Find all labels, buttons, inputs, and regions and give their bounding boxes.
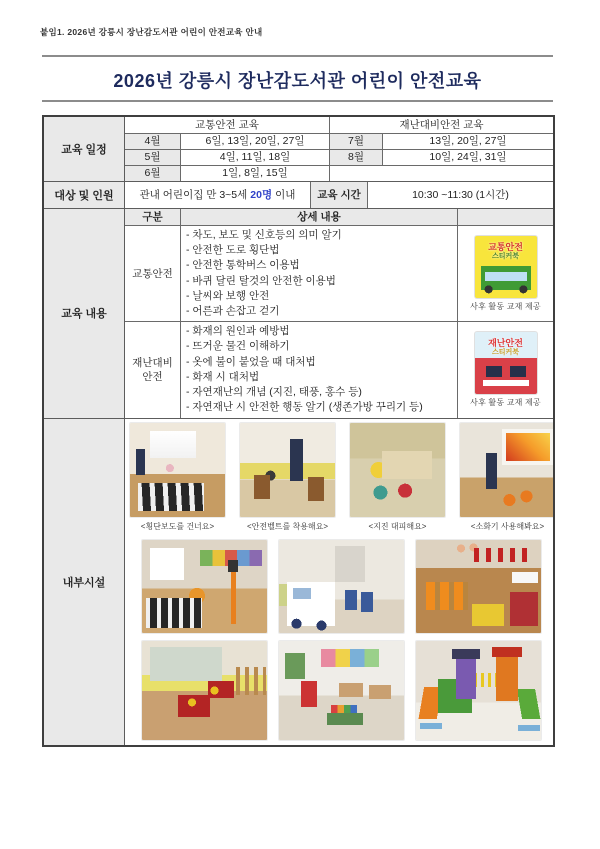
traffic-education-header: 교통안전 교육 <box>195 118 259 131</box>
material-column-header <box>457 209 553 225</box>
type-column-header: 구분 <box>125 209 180 225</box>
traffic-safety-items <box>180 225 457 321</box>
schedule-section <box>44 117 553 182</box>
indoor-playground-photo <box>416 641 541 740</box>
activity-room-photo <box>279 641 404 740</box>
disaster-safety-sticker-book-image <box>475 332 537 394</box>
dates-cell: 1일, 8일, 15일 <box>180 165 329 181</box>
content-item: - 바퀴 달린 탈것의 안전한 이용법 <box>186 274 336 287</box>
target-section <box>44 182 553 209</box>
activity-figure <box>460 423 553 532</box>
facility-section <box>44 419 553 745</box>
content-item: - 어른과 손잡고 걷기 <box>186 305 280 318</box>
content-item: - 옷에 불이 붙었을 때 대처법 <box>186 355 316 368</box>
content-item: - 차도, 보도 및 신호등의 의미 알기 <box>186 228 342 241</box>
dates-cell: 13일, 20일, 27일 <box>382 133 553 149</box>
content-item: - 자연재난의 개념 (지진, 태풍, 홍수 등) <box>186 386 362 399</box>
content-grid <box>125 209 553 418</box>
book-title: 재난안전 <box>488 337 523 348</box>
content-row-label: 교육 내용 <box>44 209 125 418</box>
attachment-note: 붙임1. 2026년 강릉시 장난감도서관 어린이 안전교육 안내 <box>40 27 263 37</box>
time-value-cell: 10:30 ~11:30 (1시간) <box>367 182 553 208</box>
bus-mockup-photo <box>279 540 404 633</box>
audience-suffix: 이내 <box>275 188 296 201</box>
facility-photos-area <box>125 419 553 745</box>
audience-prefix: 관내 어린이집 만 3~5세 <box>139 188 248 201</box>
traffic-safety-sticker-book-image <box>475 236 537 298</box>
page-title: 2026년 강릉시 장난감도서관 어린이 안전교육 <box>113 71 482 91</box>
disaster-safety-items <box>180 321 457 418</box>
month-cell: 6월 <box>125 165 180 181</box>
month-cell: 8월 <box>329 149 382 165</box>
info-table <box>42 115 555 747</box>
book-caption: 사후 활동 교재 제공 <box>470 301 541 311</box>
content-item: - 안전한 통학버스 이용법 <box>186 259 300 272</box>
schedule-grid <box>125 117 553 181</box>
content-item: - 날씨와 보행 안전 <box>186 289 270 302</box>
earthquake-drill-photo <box>350 423 445 517</box>
content-item: - 자연재난 시 안전한 행동 알기 (생존가방 꾸리기 등) <box>186 401 423 414</box>
detail-column-header: 상세 내용 <box>180 209 457 225</box>
book-title: 교통안전 <box>488 241 523 252</box>
facility-photo-row-2 <box>142 641 553 740</box>
content-item: - 안전한 도로 횡단법 <box>186 243 280 256</box>
empty-cell <box>329 165 553 181</box>
photo-caption: <지진 대피해요> <box>368 521 427 531</box>
month-cell: 7월 <box>329 133 382 149</box>
activity-figure <box>350 423 445 532</box>
fire-extinguisher-photo <box>460 423 553 517</box>
schedule-row-label: 교육 일정 <box>44 117 125 181</box>
activity-figure <box>130 423 225 532</box>
title-divider <box>42 100 553 102</box>
photo-caption: <안전벨트를 착용해요> <box>246 521 329 531</box>
month-cell: 5월 <box>125 149 180 165</box>
content-item: - 화재 시 대처법 <box>186 370 260 383</box>
facility-photo-row-1 <box>142 540 553 633</box>
crosswalk-crossing-photo <box>130 423 225 517</box>
disaster-book-cell <box>457 321 553 418</box>
activity-figure <box>240 423 335 532</box>
content-item: - 뜨거운 물건 이해하기 <box>186 340 290 353</box>
dates-cell: 4일, 11일, 18일 <box>180 149 329 165</box>
disaster-safety-type-cell: 재난대비 안전 <box>125 321 180 418</box>
photo-caption: <횡단보도를 건너요> <box>140 521 215 531</box>
month-cell: 4월 <box>125 133 180 149</box>
audience-cell <box>125 182 310 208</box>
disaster-education-header: 재난대비안전 교육 <box>329 117 553 133</box>
book-caption: 사후 활동 교재 제공 <box>470 397 541 407</box>
activity-photo-row <box>130 423 553 532</box>
content-item: - 화재의 원인과 예방법 <box>186 325 290 337</box>
book-subtitle: 스티커북 <box>491 252 520 260</box>
content-section <box>44 209 553 419</box>
block-play-room-photo <box>142 641 267 740</box>
target-grid <box>125 182 553 208</box>
traffic-safety-room-photo <box>142 540 267 633</box>
traffic-safety-type-cell: 교통안전 <box>125 225 180 321</box>
traffic-book-cell <box>457 225 553 321</box>
target-row-label: 대상 및 인원 <box>44 182 125 208</box>
photo-caption: <소화기 사용해봐요> <box>470 521 545 531</box>
book-subtitle: 스티커북 <box>491 348 520 356</box>
safety-gear-shelves-photo <box>416 540 541 633</box>
time-label-cell: 교육 시간 <box>310 182 367 208</box>
dates-cell: 6일, 13일, 20일, 27일 <box>180 133 329 149</box>
top-divider <box>42 55 553 57</box>
facility-row-label: 내부시설 <box>44 419 125 745</box>
audience-count-highlight: 20명 <box>250 188 273 201</box>
dates-cell: 10일, 24일, 31일 <box>382 149 553 165</box>
seatbelt-wearing-photo <box>240 423 335 517</box>
